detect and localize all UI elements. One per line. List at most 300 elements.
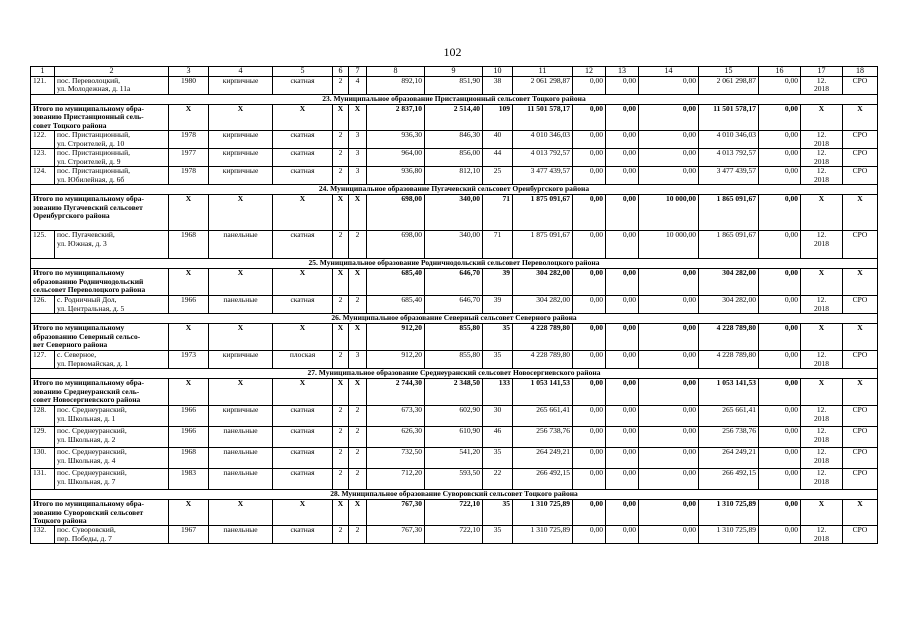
table-cell: кирпичные [209, 131, 273, 149]
table-cell: 12. 2018 [801, 231, 843, 259]
table-cell: 340,00 [425, 231, 483, 259]
subtotal-cell: X [273, 500, 333, 526]
table-cell: 2 061 298,87 [513, 77, 573, 95]
table-cell: 3 [349, 149, 367, 167]
table-cell: 125. [31, 231, 55, 259]
table-cell: 722,10 [425, 526, 483, 544]
table-cell: 1966 [169, 406, 209, 427]
table-cell: 0,00 [573, 296, 606, 314]
table-cell: 266 492,15 [699, 469, 759, 490]
section-title: 26. Муниципальное образование Северный сельсовет Северного района [31, 314, 878, 324]
table-cell: 0,00 [573, 149, 606, 167]
table-cell: 1968 [169, 448, 209, 469]
subtotal-cell: 109 [483, 105, 513, 131]
subtotal-cell: 304 282,00 [513, 269, 573, 296]
subtotal-cell: Итого по муниципальному обра- зованию Пристанционный сель- совет Тоцкого района [31, 105, 169, 131]
subtotal-cell: 4 228 789,80 [513, 324, 573, 351]
column-number-cell: 10 [483, 67, 513, 77]
table-cell: 0,00 [573, 351, 606, 369]
table-cell: 541,20 [425, 448, 483, 469]
table-cell: 0,00 [759, 351, 801, 369]
table-cell: 0,00 [759, 406, 801, 427]
section-title: 24. Муниципальное образование Пугачевский сельсовет Оренбургского района [31, 185, 878, 195]
subtotal-cell: X [169, 324, 209, 351]
table-cell: 126. [31, 296, 55, 314]
subtotal-cell: X [273, 269, 333, 296]
table-cell: 0,00 [759, 526, 801, 544]
subtotal-cell: X [843, 195, 878, 231]
table-cell: 673,30 [367, 406, 425, 427]
table-cell: панельные [209, 469, 273, 490]
table-cell: 265 661,41 [513, 406, 573, 427]
subtotal-cell: X [801, 195, 843, 231]
subtotal-cell: X [209, 195, 273, 231]
subtotal-cell: X [209, 105, 273, 131]
table-cell: 1 875 091,67 [513, 231, 573, 259]
table-cell: 936,30 [367, 131, 425, 149]
table-cell: СРО [843, 296, 878, 314]
table-cell: пос. Среднеуранский, ул. Школьная, д. 7 [55, 469, 169, 490]
table-cell: 0,00 [759, 469, 801, 490]
table-cell: 35 [483, 526, 513, 544]
column-number-cell: 3 [169, 67, 209, 77]
table-row [31, 77, 878, 95]
table-cell: пос. Суворовский, пер. Победы, д. 7 [55, 526, 169, 544]
table-cell: 0,00 [639, 427, 699, 448]
table-cell: 123. [31, 149, 55, 167]
subtotal-cell: 0,00 [759, 269, 801, 296]
table-cell: 3 [349, 167, 367, 185]
table-cell: панельные [209, 448, 273, 469]
table-row [31, 296, 878, 314]
table-cell: 1983 [169, 469, 209, 490]
table-cell: панельные [209, 231, 273, 259]
table-cell: пос. Среднеуранский, ул. Школьная, д. 1 [55, 406, 169, 427]
table-row [31, 131, 878, 149]
subtotal-cell: Итого по муниципальному образованию Родничнодольский сельсовет Переволоцкого района [31, 269, 169, 296]
subtotal-cell: X [169, 379, 209, 406]
table-cell: 2 [333, 469, 349, 490]
table-cell: 0,00 [573, 167, 606, 185]
table-cell: скатная [273, 448, 333, 469]
table-row [31, 167, 878, 185]
table-cell: СРО [843, 231, 878, 259]
table-cell: пос. Переволоцкий, ул. Молодежная, д. 11а [55, 77, 169, 95]
table-cell: кирпичные [209, 167, 273, 185]
table-cell: 2 [333, 167, 349, 185]
subtotal-cell: X [169, 269, 209, 296]
table-cell: 0,00 [606, 131, 639, 149]
table-cell: 40 [483, 131, 513, 149]
table-cell: 0,00 [606, 77, 639, 95]
table-cell: 1967 [169, 526, 209, 544]
subtotal-cell: 855,80 [425, 324, 483, 351]
table-cell: 4 013 792,57 [513, 149, 573, 167]
table-cell: 2 [349, 296, 367, 314]
table-cell: 12. 2018 [801, 526, 843, 544]
table-cell: 4 228 789,80 [699, 351, 759, 369]
table-cell: 1978 [169, 131, 209, 149]
table-cell: 0,00 [639, 526, 699, 544]
table-cell: 4 013 792,57 [699, 149, 759, 167]
table-cell: 767,30 [367, 526, 425, 544]
column-number-cell: 15 [699, 67, 759, 77]
table-cell: 2 [349, 406, 367, 427]
table-cell: 2 [333, 351, 349, 369]
table-cell: скатная [273, 526, 333, 544]
table-cell: СРО [843, 351, 878, 369]
table-cell: 1978 [169, 167, 209, 185]
subtotal-cell: 10 000,00 [639, 195, 699, 231]
table-cell: 0,00 [639, 131, 699, 149]
subtotal-cell: X [273, 379, 333, 406]
table-cell: 12. 2018 [801, 351, 843, 369]
subtotal-cell: 0,00 [606, 379, 639, 406]
table-cell: 25 [483, 167, 513, 185]
table-cell: 0,00 [759, 167, 801, 185]
subtotal-cell: X [169, 105, 209, 131]
table-cell: панельные [209, 427, 273, 448]
table-cell: 626,30 [367, 427, 425, 448]
subtotal-cell: X [169, 500, 209, 526]
table-cell: плоская [273, 351, 333, 369]
table-cell: 0,00 [573, 427, 606, 448]
table-cell: 2 [333, 149, 349, 167]
subtotal-cell: 685,40 [367, 269, 425, 296]
table-cell: 127. [31, 351, 55, 369]
table-cell: 12. 2018 [801, 469, 843, 490]
section-header-row [31, 95, 878, 105]
table-cell: 856,00 [425, 149, 483, 167]
table-cell: 129. [31, 427, 55, 448]
column-number-cell: 1 [31, 67, 55, 77]
table-cell: 4 010 346,03 [513, 131, 573, 149]
table-cell: 855,80 [425, 351, 483, 369]
table-cell: 712,20 [367, 469, 425, 490]
subtotal-cell: 304 282,00 [699, 269, 759, 296]
subtotal-cell: 71 [483, 195, 513, 231]
subtotal-cell: 722,10 [425, 500, 483, 526]
table-cell: 44 [483, 149, 513, 167]
table-cell: 0,00 [606, 167, 639, 185]
section-header-row [31, 369, 878, 379]
subtotal-cell: 1 310 725,89 [513, 500, 573, 526]
subtotal-cell: 0,00 [639, 500, 699, 526]
column-number-cell: 17 [801, 67, 843, 77]
table-cell: 685,40 [367, 296, 425, 314]
table-cell: 46 [483, 427, 513, 448]
subtotal-row [31, 269, 878, 296]
subtotal-cell: 0,00 [606, 500, 639, 526]
subtotal-cell: X [273, 105, 333, 131]
table-cell: 1980 [169, 77, 209, 95]
table-cell: 12. 2018 [801, 296, 843, 314]
table-cell: скатная [273, 427, 333, 448]
subtotal-cell: 1 875 091,67 [513, 195, 573, 231]
subtotal-cell: 1 053 141,53 [513, 379, 573, 406]
table-cell: 30 [483, 406, 513, 427]
subtotal-cell: 698,00 [367, 195, 425, 231]
table-cell: скатная [273, 167, 333, 185]
subtotal-row [31, 379, 878, 406]
table-cell: 2 [333, 77, 349, 95]
table-cell: 2 [333, 526, 349, 544]
subtotal-cell: X [209, 324, 273, 351]
subtotal-cell: 1 865 091,67 [699, 195, 759, 231]
table-cell: 0,00 [639, 448, 699, 469]
subtotal-cell: 646,70 [425, 269, 483, 296]
table-cell: пос. Пристанционный, ул. Строителей, д. 9 [55, 149, 169, 167]
table-cell: 1 865 091,67 [699, 231, 759, 259]
subtotal-cell: 0,00 [573, 195, 606, 231]
table-cell: пос. Пугачевский, ул. Южная, д. 3 [55, 231, 169, 259]
table-cell: 602,90 [425, 406, 483, 427]
table-cell: скатная [273, 296, 333, 314]
table-cell: 2 [333, 406, 349, 427]
table-cell: 1977 [169, 149, 209, 167]
subtotal-cell: 39 [483, 269, 513, 296]
column-number-cell: 18 [843, 67, 878, 77]
table-cell: 3 477 439,57 [513, 167, 573, 185]
table-cell: 71 [483, 231, 513, 259]
table-row [31, 448, 878, 469]
table-cell: 0,00 [759, 427, 801, 448]
subtotal-row [31, 105, 878, 131]
subtotal-cell: Итого по муниципальному образованию Северный сельсо- вет Северного района [31, 324, 169, 351]
subtotal-cell: 0,00 [759, 500, 801, 526]
table-cell: 0,00 [573, 448, 606, 469]
subtotal-cell: 35 [483, 324, 513, 351]
table-cell: 0,00 [759, 131, 801, 149]
table-cell: 304 282,00 [699, 296, 759, 314]
table-cell: 132. [31, 526, 55, 544]
table-cell: скатная [273, 149, 333, 167]
table-cell: 0,00 [759, 448, 801, 469]
table-row [31, 526, 878, 544]
table-cell: 812,10 [425, 167, 483, 185]
table-cell: скатная [273, 406, 333, 427]
table-cell: 4 [349, 77, 367, 95]
table-cell: 0,00 [606, 406, 639, 427]
table-cell: 912,20 [367, 351, 425, 369]
subtotal-cell: 912,20 [367, 324, 425, 351]
table-cell: 264 249,21 [513, 448, 573, 469]
table-cell: 22 [483, 469, 513, 490]
table-cell: 3 [349, 351, 367, 369]
section-header-row [31, 185, 878, 195]
table-cell: 12. 2018 [801, 77, 843, 95]
table-cell: 128. [31, 406, 55, 427]
table-cell: 0,00 [573, 406, 606, 427]
table-cell: пос. Пристанционный, ул. Строителей, д. 10 [55, 131, 169, 149]
subtotal-cell: X [209, 500, 273, 526]
subtotal-cell: X [209, 269, 273, 296]
page-number: 102 [443, 45, 462, 59]
table-cell: 0,00 [606, 149, 639, 167]
table-cell: 0,00 [606, 296, 639, 314]
table-cell: СРО [843, 469, 878, 490]
column-number-cell: 5 [273, 67, 333, 77]
subtotal-cell: X [801, 500, 843, 526]
table-cell: 2 [349, 448, 367, 469]
table-cell: 1968 [169, 231, 209, 259]
table-cell: 304 282,00 [513, 296, 573, 314]
table-cell: 0,00 [639, 167, 699, 185]
table-cell: 2 [333, 131, 349, 149]
subtotal-row [31, 195, 878, 231]
table-cell: 0,00 [639, 149, 699, 167]
table-cell: 846,30 [425, 131, 483, 149]
table-cell: кирпичные [209, 149, 273, 167]
table-cell: 0,00 [639, 469, 699, 490]
table-cell: 12. 2018 [801, 167, 843, 185]
subtotal-cell: 11 501 578,17 [699, 105, 759, 131]
table-cell: 4 228 789,80 [513, 351, 573, 369]
table-cell: 4 010 346,03 [699, 131, 759, 149]
table-row [31, 406, 878, 427]
table-cell: 130. [31, 448, 55, 469]
table-cell: с. Северное, ул. Первомайская, д. 1 [55, 351, 169, 369]
table-cell: 3 477 439,57 [699, 167, 759, 185]
table-cell: панельные [209, 526, 273, 544]
table-cell: 266 492,15 [513, 469, 573, 490]
subtotal-cell: 0,00 [606, 269, 639, 296]
table-cell: 39 [483, 296, 513, 314]
column-number-row [31, 67, 878, 77]
table-cell: 0,00 [606, 351, 639, 369]
table-cell: 0,00 [759, 77, 801, 95]
subtotal-cell: X [333, 379, 349, 406]
table-cell: 256 738,76 [513, 427, 573, 448]
subtotal-cell: X [801, 379, 843, 406]
subtotal-cell: 2 837,10 [367, 105, 425, 131]
table-cell: 131. [31, 469, 55, 490]
column-number-cell: 2 [55, 67, 169, 77]
table-cell: СРО [843, 131, 878, 149]
table-cell: 124. [31, 167, 55, 185]
subtotal-cell: 0,00 [573, 324, 606, 351]
table-cell: 12. 2018 [801, 448, 843, 469]
subtotal-cell: 0,00 [639, 379, 699, 406]
subtotal-cell: Итого по муниципальному обра- зованию Пугачевский сельсовет Оренбургского района [31, 195, 169, 231]
table-cell: 1 310 725,89 [513, 526, 573, 544]
table-cell: 38 [483, 77, 513, 95]
table-cell: кирпичные [209, 406, 273, 427]
table-row [31, 231, 878, 259]
subtotal-cell: X [801, 105, 843, 131]
column-number-cell: 13 [606, 67, 639, 77]
table-cell: 0,00 [606, 427, 639, 448]
column-number-cell: 14 [639, 67, 699, 77]
table-cell: 10 000,00 [639, 231, 699, 259]
table-cell: СРО [843, 526, 878, 544]
subtotal-cell: X [801, 269, 843, 296]
subtotal-cell: 2 348,50 [425, 379, 483, 406]
subtotal-cell: X [349, 269, 367, 296]
subtotal-cell: Итого по муниципальному обра- зованию Суворовский сельсовет Тоцкого района [31, 500, 169, 526]
table-cell: 0,00 [573, 469, 606, 490]
table-cell: 2 [333, 448, 349, 469]
subtotal-cell: 0,00 [573, 500, 606, 526]
table-cell: панельные [209, 296, 273, 314]
subtotal-row [31, 324, 878, 351]
section-header-row [31, 314, 878, 324]
table-cell: 698,00 [367, 231, 425, 259]
table-cell: 264 249,21 [699, 448, 759, 469]
section-title: 23. Муниципальное образование Пристанционный сельсовет Тоцкого района [31, 95, 878, 105]
subtotal-cell: 1 310 725,89 [699, 500, 759, 526]
column-number-cell: 4 [209, 67, 273, 77]
table-cell: с. Родничный Дол, ул. Центральная, д. 5 [55, 296, 169, 314]
table-cell: 1 310 725,89 [699, 526, 759, 544]
column-number-cell: 12 [573, 67, 606, 77]
subtotal-cell: X [333, 500, 349, 526]
table-cell: 593,50 [425, 469, 483, 490]
table-cell: СРО [843, 427, 878, 448]
table-cell: 646,70 [425, 296, 483, 314]
table-cell: 0,00 [573, 131, 606, 149]
table-cell: 2 [333, 427, 349, 448]
table-row [31, 427, 878, 448]
table-cell: 0,00 [606, 526, 639, 544]
subtotal-cell: 340,00 [425, 195, 483, 231]
column-number-cell: 11 [513, 67, 573, 77]
table-cell: 12. 2018 [801, 131, 843, 149]
section-header-row [31, 259, 878, 269]
table-cell: 0,00 [639, 406, 699, 427]
table-cell: скатная [273, 231, 333, 259]
table-cell: 35 [483, 448, 513, 469]
subtotal-cell: X [843, 379, 878, 406]
subtotal-cell: X [349, 500, 367, 526]
subtotal-cell: 35 [483, 500, 513, 526]
subtotal-cell: 2 744,30 [367, 379, 425, 406]
subtotal-cell: 2 514,40 [425, 105, 483, 131]
subtotal-cell: 0,00 [639, 269, 699, 296]
table-row [31, 469, 878, 490]
table-cell: скатная [273, 77, 333, 95]
subtotal-cell: X [169, 195, 209, 231]
column-number-cell: 9 [425, 67, 483, 77]
subtotal-cell: X [333, 324, 349, 351]
subtotal-cell: X [333, 269, 349, 296]
section-header-row [31, 490, 878, 500]
table-cell: 121. [31, 77, 55, 95]
subtotal-cell: X [333, 195, 349, 231]
table-cell: СРО [843, 406, 878, 427]
subtotal-cell: 0,00 [759, 195, 801, 231]
table-cell: 851,90 [425, 77, 483, 95]
table-cell: 265 661,41 [699, 406, 759, 427]
table-cell: 0,00 [606, 231, 639, 259]
table-cell: 0,00 [606, 469, 639, 490]
table-cell: 0,00 [606, 448, 639, 469]
table-cell: 256 738,76 [699, 427, 759, 448]
subtotal-cell: 133 [483, 379, 513, 406]
subtotal-cell: 767,30 [367, 500, 425, 526]
table-cell: 0,00 [573, 526, 606, 544]
subtotal-cell: X [843, 324, 878, 351]
table-cell: пос. Среднеуранский, ул. Школьная, д. 2 [55, 427, 169, 448]
subtotal-cell: X [349, 105, 367, 131]
subtotal-cell: X [349, 195, 367, 231]
subtotal-cell: 0,00 [759, 324, 801, 351]
subtotal-cell: X [273, 195, 333, 231]
table-cell: скатная [273, 469, 333, 490]
table-cell: пос. Среднеуранский, ул. Школьная, д. 4 [55, 448, 169, 469]
subtotal-cell: Итого по муниципальному обра- зованию Среднеуранский сель- совет Новосергиевского района [31, 379, 169, 406]
table-cell: кирпичные [209, 77, 273, 95]
